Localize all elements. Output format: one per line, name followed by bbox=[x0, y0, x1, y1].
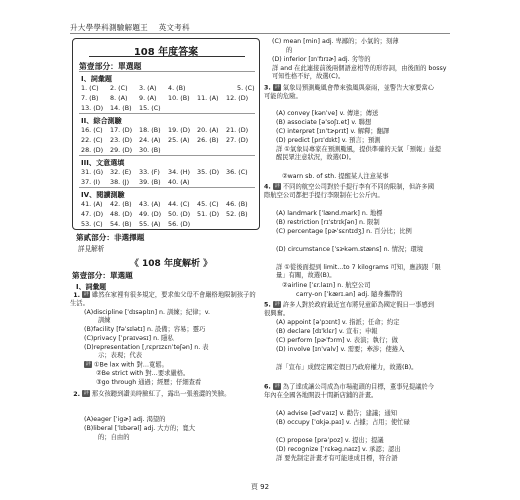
answer: 43. (A) bbox=[139, 200, 161, 208]
option: (C) interpret [ɪnˈtɝprɪt] v. 解釋；翻譯 bbox=[276, 128, 390, 135]
answer: 51. (D) bbox=[197, 210, 220, 218]
answer: 19. (D) bbox=[168, 126, 191, 134]
option: 訓練 bbox=[98, 317, 111, 324]
option: (D) inferior [ɪnˈfɪrɪɚ] adj. 劣等的 bbox=[272, 56, 371, 63]
question-number: 2. bbox=[73, 390, 80, 398]
option: (D)representation [ˌrɛprɪzɛnˈteʃən] n. 表 bbox=[84, 344, 209, 351]
answer: 31. (G) bbox=[81, 168, 104, 176]
answer: 7. (B) bbox=[81, 94, 99, 102]
answer: 36. (C) bbox=[226, 168, 248, 176]
note-text: ①Be lax with 對…寬鬆。 bbox=[93, 361, 168, 369]
answer: 16. (C) bbox=[81, 126, 103, 134]
option: (A) landmark [ˈlænd.mark] n. 地標 bbox=[276, 210, 383, 217]
answer: 5. (C) bbox=[237, 84, 255, 92]
answer: 22. (C) bbox=[81, 136, 103, 144]
option: (B) restriction [rɪˈstrɪkʃən] n. 限制 bbox=[276, 219, 380, 226]
answer-row bbox=[81, 168, 255, 176]
note bbox=[84, 361, 168, 370]
answer: 15. (C) bbox=[139, 104, 161, 112]
answer: 17. (D) bbox=[110, 126, 133, 134]
answer: 34. (H) bbox=[168, 168, 190, 176]
answer: 56. (D) bbox=[168, 220, 191, 228]
answer: 52. (B) bbox=[226, 210, 248, 218]
answer: 20. (A) bbox=[197, 126, 219, 134]
question-1 bbox=[70, 291, 260, 308]
question-3: 3. 詳 氣象局預測颱風會帶來強風與豪雨，並警告大家要當心可能的危險。 bbox=[264, 84, 434, 100]
question-number: 1. bbox=[73, 291, 80, 299]
option: (B) declare [dɪˈklɛr] v. 宣布；申報 bbox=[276, 328, 378, 335]
answer-row bbox=[81, 178, 197, 186]
answer: 11. (A) bbox=[197, 94, 219, 102]
answer: 42. (B) bbox=[110, 200, 132, 208]
answer: 8. (A) bbox=[110, 94, 128, 102]
answer: 25. (A) bbox=[168, 136, 190, 144]
answer: 40. (A) bbox=[168, 178, 190, 186]
answer: 38. (J) bbox=[110, 178, 130, 186]
question-text: 那女孩聽到讚美時臉紅了，露出一張羞澀的笑臉。 bbox=[91, 390, 231, 398]
header-subject: 英文考科 bbox=[158, 23, 190, 32]
note: ②airline [ˈɛr.laɪn] n. 航空公司 bbox=[282, 282, 371, 289]
part2-note: 詳見解析 bbox=[78, 245, 105, 253]
answer: 44. (C) bbox=[168, 200, 190, 208]
header-rule bbox=[70, 33, 450, 34]
running-header bbox=[70, 22, 190, 33]
note: 詳 ①氣象局專家在預測颱風，提供準確的天氣「預報」並提醒民眾注意狀況，故選(D)。 bbox=[276, 146, 442, 162]
note: 詳 ①從後面提到 limit...to 7 kilograms 可知，應該跟「限量」有關，故選(B)。 bbox=[276, 264, 441, 280]
option: (D) predict [prɪˈdɪkt] v. 預言；預測 bbox=[276, 137, 381, 144]
answer-row bbox=[81, 200, 255, 208]
option: (D) circumstance [ˈsɝkəm.stæns] n. 情況；環境 bbox=[276, 246, 424, 253]
option: (A)discipline [ˈdɪsəplɪn] n. 訓練；紀律；v. bbox=[84, 309, 211, 316]
divider bbox=[79, 71, 255, 72]
explain-tag: 詳 bbox=[274, 84, 280, 90]
answer: 49. (D) bbox=[139, 210, 162, 218]
question-5: 5. 詳 許多人對於政府最近宣布將兒童節為國定假日一事感到很興奮。 bbox=[264, 301, 434, 317]
answer-row bbox=[81, 220, 197, 228]
answer-box-title: 108 年度答案 bbox=[133, 47, 199, 58]
answer: 26. (B) bbox=[197, 136, 219, 144]
option: (A) convey [kənˈve] v. 傳達；傳送 bbox=[276, 110, 379, 117]
explain-tag: 詳 bbox=[83, 390, 89, 396]
answer: 12. (D) bbox=[226, 94, 249, 102]
answer-row bbox=[81, 146, 168, 154]
answer-row bbox=[81, 94, 255, 102]
answer: 55. (A) bbox=[139, 220, 161, 228]
page-number: 頁 92 bbox=[250, 483, 270, 491]
question-text: 為了達成讓公司成為市場龍頭的目標，董事兒提議於今年內在全國各地開設十間新店鋪的計畫。 bbox=[264, 383, 434, 399]
option: (B)liberal [ˈlɪbərəl] adj. 大方的；寬大 bbox=[84, 425, 196, 432]
note: ③go through 通過；經歷；仔細查看 bbox=[96, 379, 202, 386]
section-title: II、綜合測驗 bbox=[81, 116, 122, 125]
explain-tag: 詳 bbox=[274, 383, 280, 389]
answer: 33. (F) bbox=[139, 168, 160, 176]
option: 的；自由的 bbox=[98, 434, 130, 441]
answer: 46. (B) bbox=[226, 200, 248, 208]
answer: 48. (D) bbox=[110, 210, 133, 218]
option: (D) recognize [ˈrɛkəg.naɪz] v. 承認；認出 bbox=[276, 446, 401, 453]
answer: 37. (I) bbox=[81, 178, 101, 186]
question-2 bbox=[70, 390, 260, 399]
option: (B) occupy [ˈɑkjə.paɪ] v. 占據；占用；使忙碌 bbox=[276, 419, 410, 426]
option: (A)eager [ˈigɚ] adj. 渴望的 bbox=[84, 416, 166, 423]
header-book: 升大學學科測驗解題王 bbox=[70, 23, 148, 32]
answer: 10. (B) bbox=[168, 94, 190, 102]
answer: 50. (D) bbox=[168, 210, 191, 218]
answer-row bbox=[81, 104, 168, 112]
answer-row bbox=[81, 126, 255, 134]
answer: 47. (D) bbox=[81, 210, 104, 218]
question-6: 6. 詳 為了達成讓公司成為市場龍頭的目標，董事兒提議於今年內在全國各地開設十間新店鋪的計畫。 bbox=[264, 383, 434, 399]
note: ②warn sb. of sth. 提醒某人注意某事 bbox=[282, 173, 389, 180]
section-title: III、文意選填 bbox=[81, 158, 125, 167]
answer: 32. (E) bbox=[110, 168, 132, 176]
option: (A) appoint [əˈpɔɪnt] v. 指派；任命；約定 bbox=[276, 319, 400, 326]
answer: 3. (A) bbox=[139, 84, 157, 92]
option: (C) propose [prəˈpoz] v. 提出；提議 bbox=[276, 437, 384, 444]
option: (D) involve [ɪnˈvalv] v. 需要；牽涉；使捲入 bbox=[276, 346, 405, 353]
question-text: 不同的航空公司對於手提行李有不同的限制，但許多國際航空公司都把手提行李限制在七公斤內。 bbox=[264, 183, 434, 199]
explain-tag: 詳 bbox=[83, 291, 89, 297]
section-title: IV、閱讀測驗 bbox=[81, 190, 125, 199]
answer: 14. (B) bbox=[110, 104, 132, 112]
answer: 23. (D) bbox=[110, 136, 133, 144]
analysis-part1: 第壹部分：單選題 bbox=[72, 271, 133, 280]
answer: 54. (B) bbox=[110, 220, 132, 228]
note: carry-on [ˈkærɪ.an] adj. 隨身攜帶的 bbox=[296, 291, 403, 298]
answer-row bbox=[81, 210, 255, 218]
part1-title: 第壹部分：單選題 bbox=[79, 62, 142, 71]
answer: 18. (B) bbox=[139, 126, 161, 134]
answer: 30. (B) bbox=[139, 146, 161, 154]
explain-tag: 詳 bbox=[274, 183, 280, 189]
option: (C) mean [min] adj. 卑鄙的；小氣的；刻薄 bbox=[272, 38, 399, 45]
divider bbox=[79, 187, 255, 188]
part2-title: 第貳部分：非選擇題 bbox=[76, 233, 145, 242]
divider bbox=[79, 113, 255, 114]
option: (B)facility [fəˈsɪlətɪ] n. 設備；容易；靈巧 bbox=[84, 326, 206, 333]
answer: 41. (A) bbox=[81, 200, 103, 208]
analysis-title-text: 108 年度解析 bbox=[142, 259, 200, 269]
answer: 2. (C) bbox=[110, 84, 128, 92]
answer: 39. (B) bbox=[139, 178, 161, 186]
explain-tag: 詳 bbox=[274, 301, 280, 307]
option: (A) advise [ədˈvaɪz] v. 勸告；建議；通知 bbox=[276, 410, 398, 417]
option: 的 bbox=[286, 47, 293, 54]
answer: 24. (A) bbox=[139, 136, 161, 144]
answer: 28. (D) bbox=[81, 146, 104, 154]
note: 詳「宣布」成假定國定假日乃政府權力，故選(B)。 bbox=[276, 364, 418, 371]
option: (C) perform [pɚˈfɔrm] v. 表演；執行；做 bbox=[276, 337, 398, 344]
answer: 13. (D) bbox=[81, 104, 104, 112]
divider bbox=[79, 155, 255, 156]
answer-row bbox=[81, 84, 266, 92]
note-tag: 詳 bbox=[85, 361, 91, 367]
answer: 35. (D) bbox=[197, 168, 220, 176]
answer: 21. (D) bbox=[226, 126, 249, 134]
option: (C) percentage [pɚˈsɛntɪdʒ] n. 百分比；比例 bbox=[276, 228, 412, 235]
answer-row bbox=[81, 136, 255, 144]
note: 詳 and 在此連接前後兩個語意相等的形容詞，由後面的 bossy 可知性格不好，故選(C)。 bbox=[272, 65, 447, 81]
question-text: 雖然在家裡有很多規定，要求他父母不會嚴格地限制孩子的生活。 bbox=[70, 291, 256, 307]
answer-title-underline bbox=[89, 56, 245, 57]
option: 示；表現；代表 bbox=[98, 352, 143, 359]
section-title: I、詞彙題 bbox=[81, 74, 113, 83]
note: 詳 要先制定計畫才有可能達成目標，符合語 bbox=[276, 455, 398, 462]
answer-box bbox=[72, 38, 260, 230]
answer: 1. (C) bbox=[81, 84, 99, 92]
question-text: 氣象局預測颱風會帶來強風與豪雨，並警告大家要當心可能的危險。 bbox=[264, 84, 434, 100]
option: (C)privacy [ˈpraɪvəsɪ] n. 隱私 bbox=[84, 335, 174, 342]
question-text: 許多人對於政府最近宣布將兒童節為國定假日一事感到很興奮。 bbox=[264, 301, 434, 317]
answer: 29. (D) bbox=[110, 146, 133, 154]
answer: 53. (C) bbox=[81, 220, 103, 228]
answer: 27. (D) bbox=[226, 136, 249, 144]
answer: 9. (A) bbox=[139, 94, 157, 102]
option: (B) associate [əˈsoʃɪ.et] v. 聯想 bbox=[276, 119, 372, 126]
answer: 45. (C) bbox=[197, 200, 219, 208]
answer: 4. (B) bbox=[168, 84, 186, 92]
question-4: 4. 詳 不同的航空公司對於手提行李有不同的限制，但許多國際航空公司都把手提行李限制在七公斤內。 bbox=[264, 183, 434, 199]
analysis-title: 《 108 年度解析 》 bbox=[129, 259, 213, 269]
analysis-section: I、詞彙題 bbox=[76, 283, 107, 291]
note: ②Be strict with 對…要求嚴格。 bbox=[96, 370, 190, 377]
